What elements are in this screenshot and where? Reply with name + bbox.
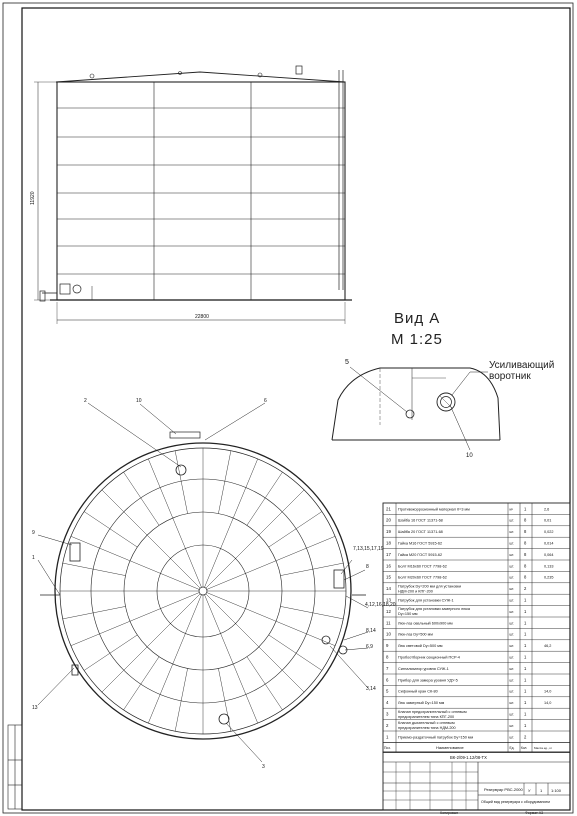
bom-name: предохранителем типа НДМ-200 [398,726,456,731]
plan-leader-4-20: 4,12,16,18,20 [365,602,396,608]
stamp-format: Формат А3 [525,811,544,815]
bom-name: Гайка М20 ГОСТ 5915-62 [398,552,443,557]
bom-pos: 1 [386,734,389,740]
bom-pos: 15 [386,574,391,580]
plan-leader-8-14: 8,14 [366,628,376,634]
bom-unit: шт. [509,723,515,728]
tank-elevation-view [34,66,352,324]
plan-leader-labels [32,398,396,770]
plan-leader-3-14: 3,14 [366,686,376,692]
bom-unit: шт. [509,735,515,740]
view-a-leader-10: 10 [466,453,473,459]
bom-qty: 1 [524,700,527,706]
width-dimension-label: 22800 [195,314,209,320]
bom-mass: 46,2 [544,644,552,649]
bom-pos: 4 [386,700,389,706]
bom-pos: 13 [386,597,391,603]
bom-qty: 1 [524,620,527,626]
bom-unit: шт. [509,609,515,614]
roof-rafter-secondary [247,472,283,525]
bom-pos: 10 [386,631,391,637]
roof-rafter [207,593,335,646]
view-a-callout: Усиливающий воротник [489,360,555,382]
bom-qty: 1 [524,677,527,683]
bom-name: Шайба 20 ГОСТ 11371-68 [398,530,443,535]
bom-name: Прибор для замера уровня УДУ-5 [398,678,458,683]
bom-unit: шт. [509,530,515,535]
bom-mass: 0,022 [544,530,554,535]
bom-pos: 12 [386,608,391,614]
roof-rafter [71,593,199,646]
bom-unit: шт. [509,678,515,683]
bom-qty: 8 [524,563,527,569]
bom-name: Патрубок Dу=200 мм для установки [398,584,462,589]
stamp-stage: У [528,788,531,793]
bom-name: Люк световой Dу=500 мм [398,644,443,649]
plan-leader-10: 10 [136,398,142,404]
bom-pos: 2 [386,722,389,728]
tank-shell [57,82,345,300]
plan-leader-6: 6 [264,398,267,404]
bom-qty: 1 [524,654,527,660]
roof-rafter-secondary [84,512,137,548]
bom-pos: 6 [386,677,389,683]
bom-name: Болт М20х60 ГОСТ 7798-62 [398,575,447,580]
bom-header-pos: Поз. [384,745,391,750]
bom-qty: 1 [524,722,527,728]
bom-qty: 8 [524,551,527,557]
bom-mass: 0,014 [544,541,554,546]
stamp-doc-code: ВК-2/09-1.12/08-ТХ [450,755,487,760]
bom-qty: 1 [524,597,527,603]
plan-leader-1: 1 [32,555,35,561]
bom-name: Противокоррозионный материал δ=3 мм [398,507,470,512]
bom-pos: 18 [386,540,391,546]
bom-unit: шт. [509,564,515,569]
bom-pos: 19 [386,529,391,535]
bom-mass: 0,133 [544,564,554,569]
roof-rafter [148,459,201,587]
plan-leader-3: 3 [262,764,265,770]
bom-qty: 1 [524,608,527,614]
bom-header-mass: Масса ед., кг [534,745,552,750]
sheet-outer-border [3,3,573,813]
roof-rafter-secondary [269,635,322,671]
bom-qty: 1 [524,711,527,717]
bom-name: НДМ-200 и КПГ-200 [398,589,433,594]
bom-pos: 14 [386,586,391,592]
plan-leader-8: 8 [366,564,369,570]
roof-rafter [102,594,200,692]
bom-name: Патрубок для установки СУЖ-1 [398,598,454,603]
roof-rafter [148,595,201,723]
bom-name: предохранителем типа КПГ-200 [398,714,455,719]
bom-pos: 11 [386,620,391,626]
detail-view-a [332,367,500,450]
plan-fitting-3 [219,714,229,724]
bom-pos: 3 [386,711,389,717]
roof-rafter-secondary [124,472,160,525]
roof-rafter [205,459,258,587]
bom-pos: 7 [386,665,389,671]
stamp-scale: 1:100 [551,788,562,793]
bom-name: Люк-лаз Dу=500 мм [398,632,433,637]
bom-mass: 2,6 [544,507,550,512]
bom-header-unit: Ед. [509,745,515,750]
roof-rafter [206,490,304,588]
roof-rafter-secondary [124,657,160,710]
detail-nozzle-5 [406,410,414,418]
bom-name: Сифонный кран СК-80 [398,689,438,694]
bom-mass: 14,0 [544,689,552,694]
roof-rafter [102,490,200,588]
view-a-leader-5: 5 [345,359,349,366]
bom-qty: 1 [524,643,527,649]
bom-unit: шт. [509,621,515,626]
bom-pos: 21 [386,506,391,512]
bom-qty: 8 [524,540,527,546]
bom-name: Клапан дыхательный с огневым [398,721,455,726]
bom-unit: шт. [509,541,515,546]
height-dimension-label: 11920 [30,191,36,205]
bom-qty: 1 [524,665,527,671]
bom-unit: шт. [509,632,515,637]
bom-header-name: Наименование [436,744,464,750]
bom-name: Приемо-раздаточный патрубок Dу=150 мм [398,735,474,740]
bom-qty: 1 [524,688,527,694]
view-a-title: Вид А [394,310,441,327]
stamp-title-main: Резервуар РВС-2000 [484,787,523,792]
bom-name: Патрубок для установки замерного люка [398,607,470,612]
bom-header-qty: Кол. [521,745,528,750]
bom-name: Пробоотборник секционный ПСР-4 [398,655,460,660]
bom-mass: 0,01 [544,518,552,523]
plan-leader-6-9: 6,9 [366,644,373,650]
bom-unit: шт. [509,575,515,580]
bom-name: Болт М16х60 ГОСТ 7798-62 [398,564,447,569]
bom-qty: 1 [524,631,527,637]
bom-mass: 14,0 [544,701,552,706]
bom-pos: 17 [386,551,391,557]
roof-rafter [205,595,258,723]
bom-unit: шт. [509,689,515,694]
bom-name: Гайка М16 ГОСТ 5915-62 [398,541,443,546]
bom-name: Dу=150 мм [398,612,418,617]
bom-pos: 5 [386,688,389,694]
plan-leader-9: 9 [32,530,35,536]
bom-unit: шт. [509,552,515,557]
bom-name: Люк замерный Dу=150 мм [398,701,445,706]
bom-qty: 2 [524,586,527,592]
bom-unit: шт. [509,644,515,649]
bom-name: Шайба 16 ГОСТ 11371-68 [398,518,443,523]
bom-pos: 16 [386,563,391,569]
bom-unit: шт. [509,712,515,717]
roof-rafter-secondary [247,657,283,710]
bom-unit: шт. [509,666,515,671]
plan-leader-13: 13 [32,705,38,711]
view-a-scale: М 1:25 [391,331,443,348]
bom-qty: 1 [524,506,527,512]
bom-pos: 8 [386,654,389,660]
bom-name: Сигнализатор уровня СУЖ-1 [398,666,449,671]
stamp-sheet: 1 [540,788,543,793]
bom-name: Люк-лаз овальный 600х900 мм [398,621,453,626]
bom-unit: шт. [509,655,515,660]
plan-leader-2: 2 [84,398,87,404]
roof-rafter-secondary [269,512,322,548]
tank-plan-view [38,403,368,762]
roof-rafter-secondary [84,635,137,671]
plan-leader-7-19: 7,13,15,17,19 [353,546,384,552]
bom-qty: 8 [524,529,527,535]
bom-unit: шт. [509,587,515,592]
binding-strip [8,725,22,809]
bom-unit: шт. [509,518,515,523]
plan-fitting-10 [176,465,186,475]
bom-mass: 0,235 [544,575,554,580]
bom-pos: 9 [386,643,389,649]
bom-name: Клапан предохранительный с огневым [398,709,467,714]
roof-rafter [206,594,304,692]
bom-unit: м² [509,507,513,512]
stamp-title-sub: Общий вид резервуара с оборудованием [481,800,550,804]
roof-rafter [71,536,199,589]
bom-mass: 0,064 [544,552,554,557]
bom-pos: 20 [386,517,391,523]
bom-qty: 8 [524,574,527,580]
roof-rafter [207,536,335,589]
bom-unit: шт. [509,701,515,706]
stamp-copied: Копировал [440,811,459,815]
bom-unit: шт. [509,598,515,603]
bom-qty: 8 [524,517,527,523]
bom-qty: 2 [524,734,527,740]
bill-of-materials [383,503,570,752]
